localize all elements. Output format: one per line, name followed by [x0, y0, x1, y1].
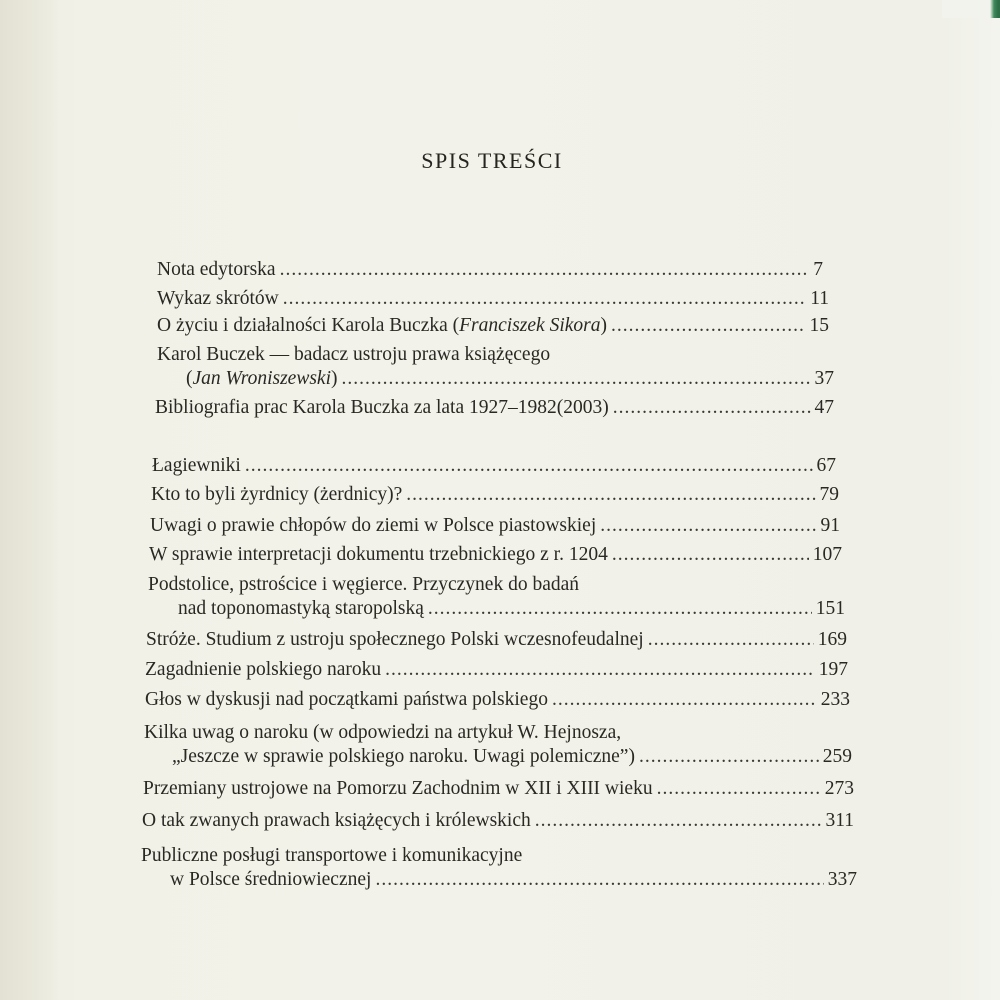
toc-entry-page: 67 [816, 455, 836, 476]
toc-entry-title: Nota edytorska [157, 259, 276, 280]
toc-entry-prawa [142, 808, 854, 834]
toc-entry-title: Łagiewniki [152, 455, 241, 476]
toc-entry-uwagi [150, 513, 840, 539]
toc-entry-trzebnicki [149, 542, 842, 568]
toc-entry-page: 47 [814, 397, 834, 418]
toc-entry-paren: ( [186, 368, 193, 389]
leader-dots [406, 482, 815, 508]
toc-entry-title: Bibliografia prac Karola Buczka za lata 1927–1982(2003) [155, 397, 609, 418]
leader-dots [552, 687, 817, 713]
toc-entry-kilka-line1: Kilka uwag o naroku (w odpowiedzi na artykuł W. Hejnosza, [144, 722, 622, 743]
toc-entry-title: nad toponomastyką staropolską [178, 598, 424, 619]
toc-entry-przemiany [143, 776, 854, 802]
toc-entry-stroze [146, 627, 847, 653]
toc-entry-author: Franciszek Sikora [459, 315, 601, 336]
toc-entry-page: 259 [822, 746, 852, 767]
toc-title: SPIS TREŚCI [421, 148, 563, 173]
toc-entry-title: O życiu i działalności Karola Buczka ( [157, 315, 460, 336]
toc-entry-glos [145, 687, 850, 713]
toc-entry-narok [145, 657, 848, 683]
toc-entry-page: 37 [814, 368, 834, 389]
toc-entry-title: Zagadnienie polskiego naroku [145, 659, 382, 680]
leader-dots [648, 627, 814, 653]
toc-entry-title: w Polsce średniowiecznej [170, 869, 372, 890]
toc-entry-page: 337 [827, 869, 857, 890]
toc-entry-poslugi [170, 867, 857, 893]
toc-entry-title: Stróże. Studium z ustroju społecznego Polski wczesnofeudalnej [146, 629, 644, 650]
leader-dots [283, 286, 806, 312]
toc-entry-title: Przemiany ustrojowe na Pomorzu Zachodnim w XII i XIII wieku [143, 778, 653, 799]
toc-entry-badacz [186, 366, 834, 392]
toc-entry-nota [157, 257, 823, 283]
toc-entry-zycie [157, 313, 829, 339]
toc-entry-title: O tak zwanych prawach książęcych i królewskich [142, 810, 531, 831]
toc-entry-paren: ) [330, 368, 338, 389]
leader-dots [639, 744, 819, 770]
toc-entry-page: 169 [817, 629, 847, 650]
toc-entry-page: 15 [809, 315, 829, 336]
toc-entry-bibliografia [155, 395, 834, 421]
toc-entry-title: Wykaz skrótów [157, 288, 279, 309]
toc-entry-title: Uwagi o prawie chłopów do ziemi w Polsce piastowskiej [150, 515, 597, 536]
leader-dots [280, 257, 810, 283]
leader-dots [611, 313, 806, 339]
toc-entry-page: 7 [813, 259, 823, 280]
toc-entry-paren: ) [600, 315, 607, 336]
toc-entry-page: 311 [825, 810, 854, 831]
toc-entry-zyrdnicy [151, 482, 839, 508]
toc-entry-poslugi-line1: Publiczne posługi transportowe i komunikacyjne [141, 845, 523, 866]
toc-entry-page: 91 [820, 515, 840, 536]
toc-entry-author: Jan Wroniszewski [192, 368, 331, 389]
toc-entry-title: „Jeszcze w sprawie polskiego naroku. Uwagi polemiczne”) [172, 746, 635, 767]
leader-dots [600, 513, 816, 539]
leader-dots [613, 395, 811, 421]
toc-entry-badacz-line1: Karol Buczek — badacz ustroju prawa książęcego [157, 344, 551, 365]
leader-dots [375, 867, 823, 893]
leader-dots [612, 542, 809, 568]
toc-entry-title: Kto to byli żyrdnicy (żerdnicy)? [151, 484, 403, 505]
toc-entry-podstolice [178, 596, 845, 622]
toc-entry-page: 233 [820, 689, 850, 710]
toc-entry-page: 151 [815, 598, 845, 619]
leader-dots [341, 366, 810, 392]
toc-entry-page: 107 [812, 544, 842, 565]
toc-entry-page: 79 [819, 484, 839, 505]
leader-dots [535, 808, 822, 834]
leader-dots [428, 596, 812, 622]
toc-entry-page: 197 [818, 659, 848, 680]
leader-dots [245, 453, 813, 479]
leader-dots [385, 657, 815, 683]
toc-entry-podstolice-line1: Podstolice, pstrościce i węgierce. Przyczynek do badań [148, 574, 580, 595]
toc-entry-page: 273 [824, 778, 854, 799]
toc-entry-title: W sprawie interpretacji dokumentu trzebnickiego z r. 1204 [149, 544, 608, 565]
toc-entry-page: 11 [810, 288, 829, 309]
toc-entry-title: Głos w dyskusji nad początkami państwa polskiego [145, 689, 548, 710]
toc-entry-lagiewniki [152, 453, 836, 479]
toc-entry-wykaz [157, 286, 829, 312]
toc-entry-kilka [172, 744, 852, 770]
leader-dots [657, 776, 821, 802]
